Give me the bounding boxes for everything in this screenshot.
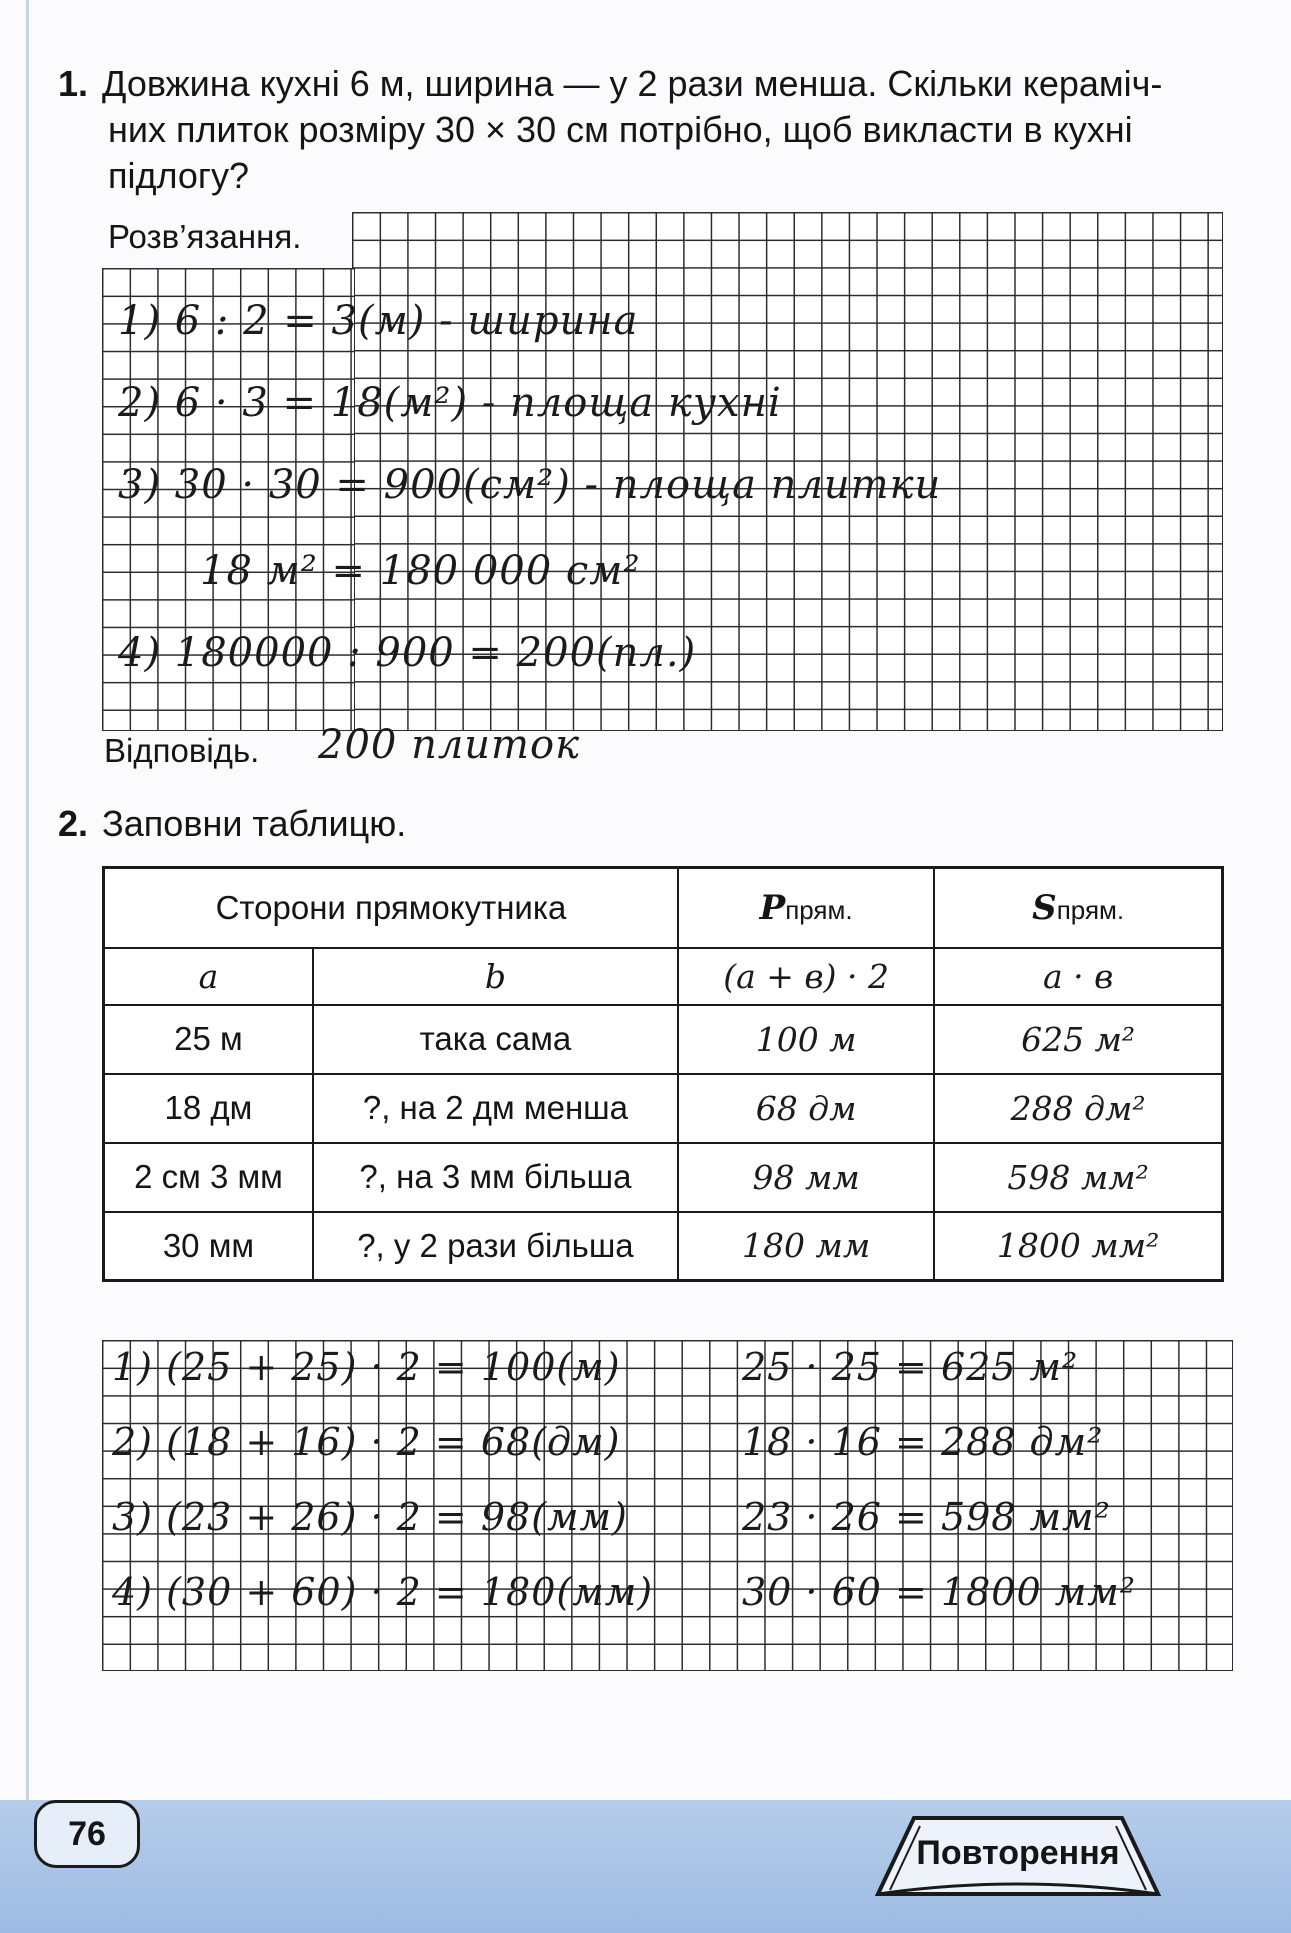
calc-left-4: 4) (30 + 60) · 2 = 180(мм) [112, 1570, 654, 1614]
cell-area: 1800 мм² [934, 1212, 1222, 1281]
cell-a: 25 м [104, 1005, 313, 1074]
task1-line3: підлогу? [108, 155, 250, 196]
formula-area: a · в [934, 948, 1222, 1005]
cell-b: ?, на 2 дм менша [313, 1074, 678, 1143]
calc-left-3: 3) (23 + 26) · 2 = 98(мм) [112, 1495, 628, 1539]
task2-number: 2. [58, 803, 89, 844]
calc-right-4: 30 · 60 = 1800 мм² [742, 1570, 1136, 1614]
calc-right-1: 25 · 25 = 625 м² [742, 1345, 1079, 1389]
section-tab [868, 1810, 1168, 1898]
cell-perimeter: 98 мм [678, 1143, 934, 1212]
table-row [104, 1005, 1223, 1074]
cell-area: 598 мм² [934, 1143, 1222, 1212]
cell-b: ?, на 3 мм більша [313, 1143, 678, 1212]
header-s-letter: S [1032, 887, 1057, 928]
header-sides: Сторони прямокутника [104, 868, 678, 948]
table-row [104, 1212, 1223, 1281]
rectangle-table [102, 866, 1224, 1282]
cell-perimeter: 180 мм [678, 1212, 934, 1281]
cell-a: 2 см 3 мм [104, 1143, 313, 1212]
formula-perimeter: (a + в) · 2 [678, 948, 934, 1005]
subheader-a: a [104, 948, 313, 1005]
table-row [104, 1074, 1223, 1143]
calc-left-2: 2) (18 + 16) · 2 = 68(дм) [112, 1420, 621, 1464]
header-s-sub: прям. [1056, 894, 1125, 925]
cell-b: така сама [313, 1005, 678, 1074]
header-area [934, 868, 1222, 948]
task1-number: 1. [58, 63, 89, 104]
cell-area: 625 м² [934, 1005, 1222, 1074]
cell-area: 288 дм² [934, 1074, 1222, 1143]
solution-line-4: 18 м² = 180 000 см² [200, 548, 641, 594]
solution-line-1: 1) 6 : 2 = 3(м) - ширина [118, 298, 639, 344]
task2-instruction: Заповни таблицю. [102, 803, 407, 844]
solution-line-2: 2) 6 · 3 = 18(м²) - площа кухні [118, 380, 782, 426]
page-number: 76 [34, 1800, 140, 1868]
calc-right-3: 23 · 26 = 598 мм² [742, 1495, 1111, 1539]
page-margin-line [26, 0, 29, 1933]
table-row [104, 1143, 1223, 1212]
solution-line-5: 4) 180000 : 900 = 200(пл.) [118, 630, 697, 676]
answer-value: 200 плиток [318, 722, 580, 768]
calc-right-2: 18 · 16 = 288 дм² [742, 1420, 1104, 1464]
subheader-b: b [313, 948, 678, 1005]
section-title: Повторення [916, 1834, 1120, 1872]
calc-left-1: 1) (25 + 25) · 2 = 100(м) [112, 1345, 621, 1389]
cell-b: ?, у 2 рази більша [313, 1212, 678, 1281]
task1-text [58, 62, 1162, 106]
answer-label: Відповідь. [104, 732, 260, 769]
header-p-letter: P [759, 887, 786, 928]
solution-label: Розв’язання. [108, 218, 302, 255]
cell-a: 30 мм [104, 1212, 313, 1281]
task1-line1: Довжина кухні 6 м, ширина — у 2 рази менша. Скільки кераміч- [102, 63, 1163, 104]
cell-perimeter: 100 м [678, 1005, 934, 1074]
header-perimeter [678, 868, 934, 948]
header-p-sub: прям. [785, 894, 853, 925]
cell-a: 18 дм [104, 1074, 313, 1143]
cell-perimeter: 68 дм [678, 1074, 934, 1143]
task2-text [58, 802, 406, 846]
task1-line2: них плиток розміру 30 × 30 см потрібно, щоб викласти в кухні [108, 109, 1133, 150]
solution-line-3: 3) 30 · 30 = 900(см²) - площа плитки [118, 462, 942, 508]
